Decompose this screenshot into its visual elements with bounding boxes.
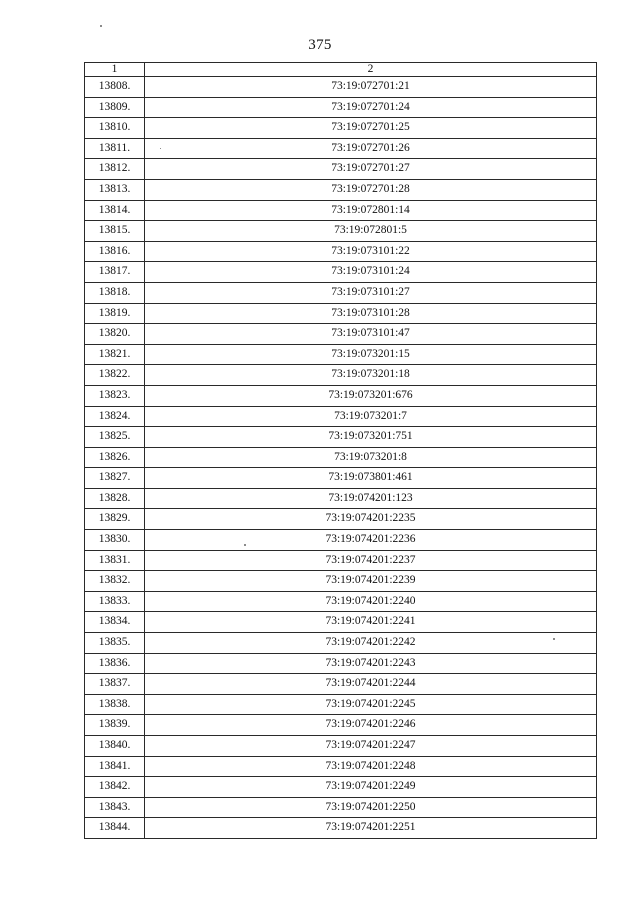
row-index-cell: 13832. xyxy=(85,571,145,592)
table-row xyxy=(85,694,597,715)
table-row xyxy=(85,200,597,221)
table-row xyxy=(85,365,597,386)
row-index-cell: 13809. xyxy=(85,97,145,118)
row-index-cell: 13837. xyxy=(85,674,145,695)
row-index-cell: 13828. xyxy=(85,488,145,509)
row-index-cell: 13829. xyxy=(85,509,145,530)
cadastral-number-cell: 73:19:073101:27 xyxy=(145,282,597,303)
cadastral-number-cell: 73:19:074201:2242 xyxy=(145,633,597,654)
table-row xyxy=(85,427,597,448)
cadastral-number-cell: 73:19:072701:24 xyxy=(145,97,597,118)
table-row xyxy=(85,241,597,262)
table-row xyxy=(85,282,597,303)
row-index-cell: 13841. xyxy=(85,756,145,777)
row-index-cell: 13838. xyxy=(85,694,145,715)
row-index-cell: 13810. xyxy=(85,118,145,139)
row-index-cell: 13831. xyxy=(85,550,145,571)
table-row xyxy=(85,179,597,200)
cadastral-number-cell: 73:19:074201:2244 xyxy=(145,674,597,695)
row-index-cell: 13843. xyxy=(85,797,145,818)
cadastral-number-cell: 73:19:074201:2236 xyxy=(145,530,597,551)
cadastral-number-cell: 73:19:074201:2247 xyxy=(145,736,597,757)
table-row xyxy=(85,447,597,468)
cadastral-number-cell: 73:19:073201:8 xyxy=(145,447,597,468)
cadastral-number-cell: 73:19:073101:22 xyxy=(145,241,597,262)
cadastral-number-cell: 73:19:073101:28 xyxy=(145,303,597,324)
table-row xyxy=(85,468,597,489)
cadastral-number-cell: 73:19:074201:2237 xyxy=(145,550,597,571)
cadastral-number-cell: 73:19:074201:2249 xyxy=(145,777,597,798)
cadastral-number-cell: 73:19:073201:751 xyxy=(145,427,597,448)
cadastral-number-cell: 73:19:074201:2246 xyxy=(145,715,597,736)
row-index-cell: 13835. xyxy=(85,633,145,654)
table-row xyxy=(85,344,597,365)
table-row xyxy=(85,488,597,509)
table-row xyxy=(85,406,597,427)
table-row xyxy=(85,756,597,777)
cadastral-number-cell: 73:19:072701:21 xyxy=(145,77,597,98)
cadastral-number-cell: 73:19:073101:47 xyxy=(145,324,597,345)
table-row xyxy=(85,324,597,345)
table-row xyxy=(85,633,597,654)
table-row xyxy=(85,509,597,530)
table-row xyxy=(85,221,597,242)
row-index-cell: 13827. xyxy=(85,468,145,489)
row-index-cell: 13833. xyxy=(85,591,145,612)
table-row xyxy=(85,736,597,757)
table-row xyxy=(85,303,597,324)
cadastral-number-cell: 73:19:073201:18 xyxy=(145,365,597,386)
cadastral-number-cell: 73:19:074201:2235 xyxy=(145,509,597,530)
row-index-cell: 13844. xyxy=(85,818,145,839)
table-row xyxy=(85,159,597,180)
cadastral-number-cell: 73:19:074201:2243 xyxy=(145,653,597,674)
cadastral-number-cell: 73:19:072701:26 xyxy=(145,138,597,159)
row-index-cell: 13811. xyxy=(85,138,145,159)
table-row xyxy=(85,818,597,839)
cadastral-number-cell: 73:19:073201:7 xyxy=(145,406,597,427)
row-index-cell: 13842. xyxy=(85,777,145,798)
table-body xyxy=(85,77,597,839)
table-row xyxy=(85,612,597,633)
row-index-cell: 13818. xyxy=(85,282,145,303)
cadastral-number-cell: 73:19:074201:2245 xyxy=(145,694,597,715)
cadastral-number-cell: 73:19:074201:2241 xyxy=(145,612,597,633)
row-index-cell: 13830. xyxy=(85,530,145,551)
table-row xyxy=(85,550,597,571)
cadastral-number-cell: 73:19:072801:5 xyxy=(145,221,597,242)
cadastral-number-cell: 73:19:074201:123 xyxy=(145,488,597,509)
row-index-cell: 13824. xyxy=(85,406,145,427)
column-header-index: 1 xyxy=(85,63,145,77)
table-row xyxy=(85,653,597,674)
table-row xyxy=(85,138,597,159)
table-header-row xyxy=(85,63,597,77)
row-index-cell: 13821. xyxy=(85,344,145,365)
row-index-cell: 13812. xyxy=(85,159,145,180)
row-index-cell: 13820. xyxy=(85,324,145,345)
table-row xyxy=(85,97,597,118)
row-index-cell: 13834. xyxy=(85,612,145,633)
row-index-cell: 13814. xyxy=(85,200,145,221)
table-row xyxy=(85,571,597,592)
table-row xyxy=(85,797,597,818)
cadastral-number-cell: 73:19:073801:461 xyxy=(145,468,597,489)
table-row xyxy=(85,77,597,98)
table-row xyxy=(85,385,597,406)
cadastral-number-cell: 73:19:073201:15 xyxy=(145,344,597,365)
cadastral-number-cell: 73:19:072801:14 xyxy=(145,200,597,221)
row-index-cell: 13816. xyxy=(85,241,145,262)
page-number: 375 xyxy=(308,37,332,53)
cadastral-number-cell: 73:19:074201:2248 xyxy=(145,756,597,777)
row-index-cell: 13822. xyxy=(85,365,145,386)
cadastral-number-cell: 73:19:074201:2239 xyxy=(145,571,597,592)
row-index-cell: 13817. xyxy=(85,262,145,283)
row-index-cell: 13813. xyxy=(85,179,145,200)
cadastral-number-cell: 73:19:074201:2250 xyxy=(145,797,597,818)
table-row xyxy=(85,674,597,695)
cadastral-number-cell: 73:19:074201:2251 xyxy=(145,818,597,839)
row-index-cell: 13819. xyxy=(85,303,145,324)
row-index-cell: 13839. xyxy=(85,715,145,736)
scan-speck xyxy=(100,25,102,27)
table-row xyxy=(85,530,597,551)
cadastral-number-table xyxy=(84,62,597,839)
cadastral-number-cell: 73:19:073201:676 xyxy=(145,385,597,406)
row-index-cell: 13825. xyxy=(85,427,145,448)
cadastral-number-cell: 73:19:072701:27 xyxy=(145,159,597,180)
cadastral-number-cell: 73:19:074201:2240 xyxy=(145,591,597,612)
table-row xyxy=(85,118,597,139)
cadastral-number-cell: 73:19:072701:28 xyxy=(145,179,597,200)
table-row xyxy=(85,777,597,798)
cadastral-number-cell: 73:19:072701:25 xyxy=(145,118,597,139)
row-index-cell: 13836. xyxy=(85,653,145,674)
column-header-cadastral-number: 2 xyxy=(145,63,597,77)
row-index-cell: 13840. xyxy=(85,736,145,757)
cadastral-number-cell: 73:19:073101:24 xyxy=(145,262,597,283)
row-index-cell: 13823. xyxy=(85,385,145,406)
table-row xyxy=(85,591,597,612)
row-index-cell: 13808. xyxy=(85,77,145,98)
row-index-cell: 13815. xyxy=(85,221,145,242)
row-index-cell: 13826. xyxy=(85,447,145,468)
table-row xyxy=(85,715,597,736)
table-row xyxy=(85,262,597,283)
